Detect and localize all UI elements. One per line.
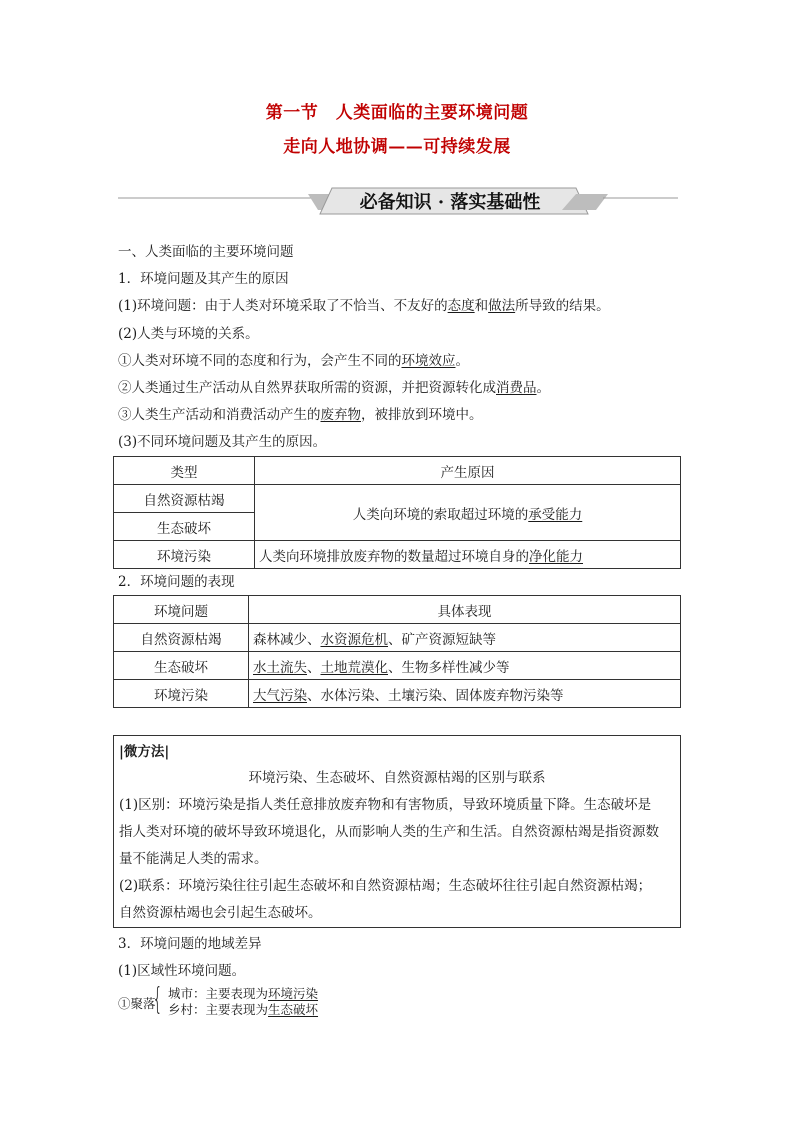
manifestation-table: [113, 595, 681, 708]
causes-table: [113, 456, 681, 569]
table-header: 具体表现: [249, 596, 681, 624]
table-cell: 环境污染: [114, 541, 255, 569]
table-cell: 人类向环境的索取超过环境的承受能力: [255, 485, 681, 541]
city-row: 城市：主要表现为环境污染: [168, 986, 319, 1001]
table-cell: 森林减少、水资源危机、矿产资源短缺等: [249, 624, 681, 652]
table-cell: 环境污染: [114, 680, 249, 708]
table-header: 环境问题: [114, 596, 249, 624]
table-row: [114, 652, 681, 680]
table-row: [114, 457, 681, 485]
table-row: [114, 485, 681, 513]
table-cell: 生态破坏: [114, 652, 249, 680]
table-cell: 自然资源枯竭: [114, 624, 249, 652]
table-row: [114, 596, 681, 624]
method-title: 环境污染、生态破坏、自然资源枯竭的区别与联系: [248, 770, 546, 786]
section-subtitle: 走向人地协调——可持续发展: [283, 137, 511, 157]
table-cell: 生态破坏: [114, 513, 255, 541]
table-header: 类型: [114, 457, 255, 485]
heading-3: 3．环境问题的地域差异: [118, 936, 262, 952]
banner-label: 必备知识 · 落实基础性: [359, 192, 541, 213]
subheading-1: 1．环境问题及其产生的原因: [118, 271, 289, 287]
table-cell: 人类向环境排放废弃物的数量超过环境自身的净化能力: [255, 541, 681, 569]
table-header: 产生原因: [255, 457, 681, 485]
section-title: 第一节 人类面临的主要环境问题: [265, 103, 529, 123]
heading-1: 一、人类面临的主要环境问题: [118, 244, 294, 260]
village-row: 乡村：主要表现为生态破坏: [168, 1002, 319, 1017]
table-cell: 自然资源枯竭: [114, 485, 255, 513]
paragraph-env-problem: (1)环境问题：由于人类对环境采取了不恰当、不友好的态度和做法所导致的结果。: [118, 298, 610, 314]
paragraph-point-1: ①人类对环境不同的态度和行为，会产生不同的环境效应。: [118, 353, 469, 369]
table-cell: 大气污染、水体污染、土壤污染、固体废弃物污染等: [249, 680, 681, 708]
paragraph-relation: (2)人类与环境的关系。: [118, 326, 259, 342]
method-tag: |微方法|: [119, 744, 170, 760]
settlement-brace: [118, 984, 378, 1018]
method-line: 量不能满足人类的需求。: [119, 851, 268, 867]
table-cell: 水土流失、土地荒漠化、生物多样性减少等: [249, 652, 681, 680]
settlement-label: ①聚落: [118, 996, 156, 1011]
method-line: (2)联系：环境污染往往引起生态破坏和自然资源枯竭；生态破坏往往引起自然资源枯竭；: [119, 878, 652, 894]
brace-icon: {: [152, 982, 163, 1017]
paragraph-regional: (1)区域性环境问题。: [118, 963, 246, 979]
table-row: [114, 541, 681, 569]
method-line: (1)区别：环境污染是指人类任意排放废弃物和有害物质，导致环境质量下降。生态破坏是: [119, 797, 652, 813]
method-line: 指人类对环境的破坏导致环境退化，从而影响人类的生产和生活。自然资源枯竭是指资源数: [119, 824, 659, 840]
method-line: 自然资源枯竭也会引起生态破坏。: [119, 905, 322, 921]
paragraph-point-3: ③人类生产活动和消费活动产生的废弃物，被排放到环境中。: [118, 407, 483, 423]
paragraph-causes: (3)不同环境问题及其产生的原因。: [118, 434, 327, 450]
heading-2: 2．环境问题的表现: [118, 574, 235, 590]
paragraph-point-2: ②人类通过生产活动从自然界获取所需的资源，并把资源转化成消费品。: [118, 380, 550, 396]
table-row: [114, 680, 681, 708]
table-row: [114, 624, 681, 652]
